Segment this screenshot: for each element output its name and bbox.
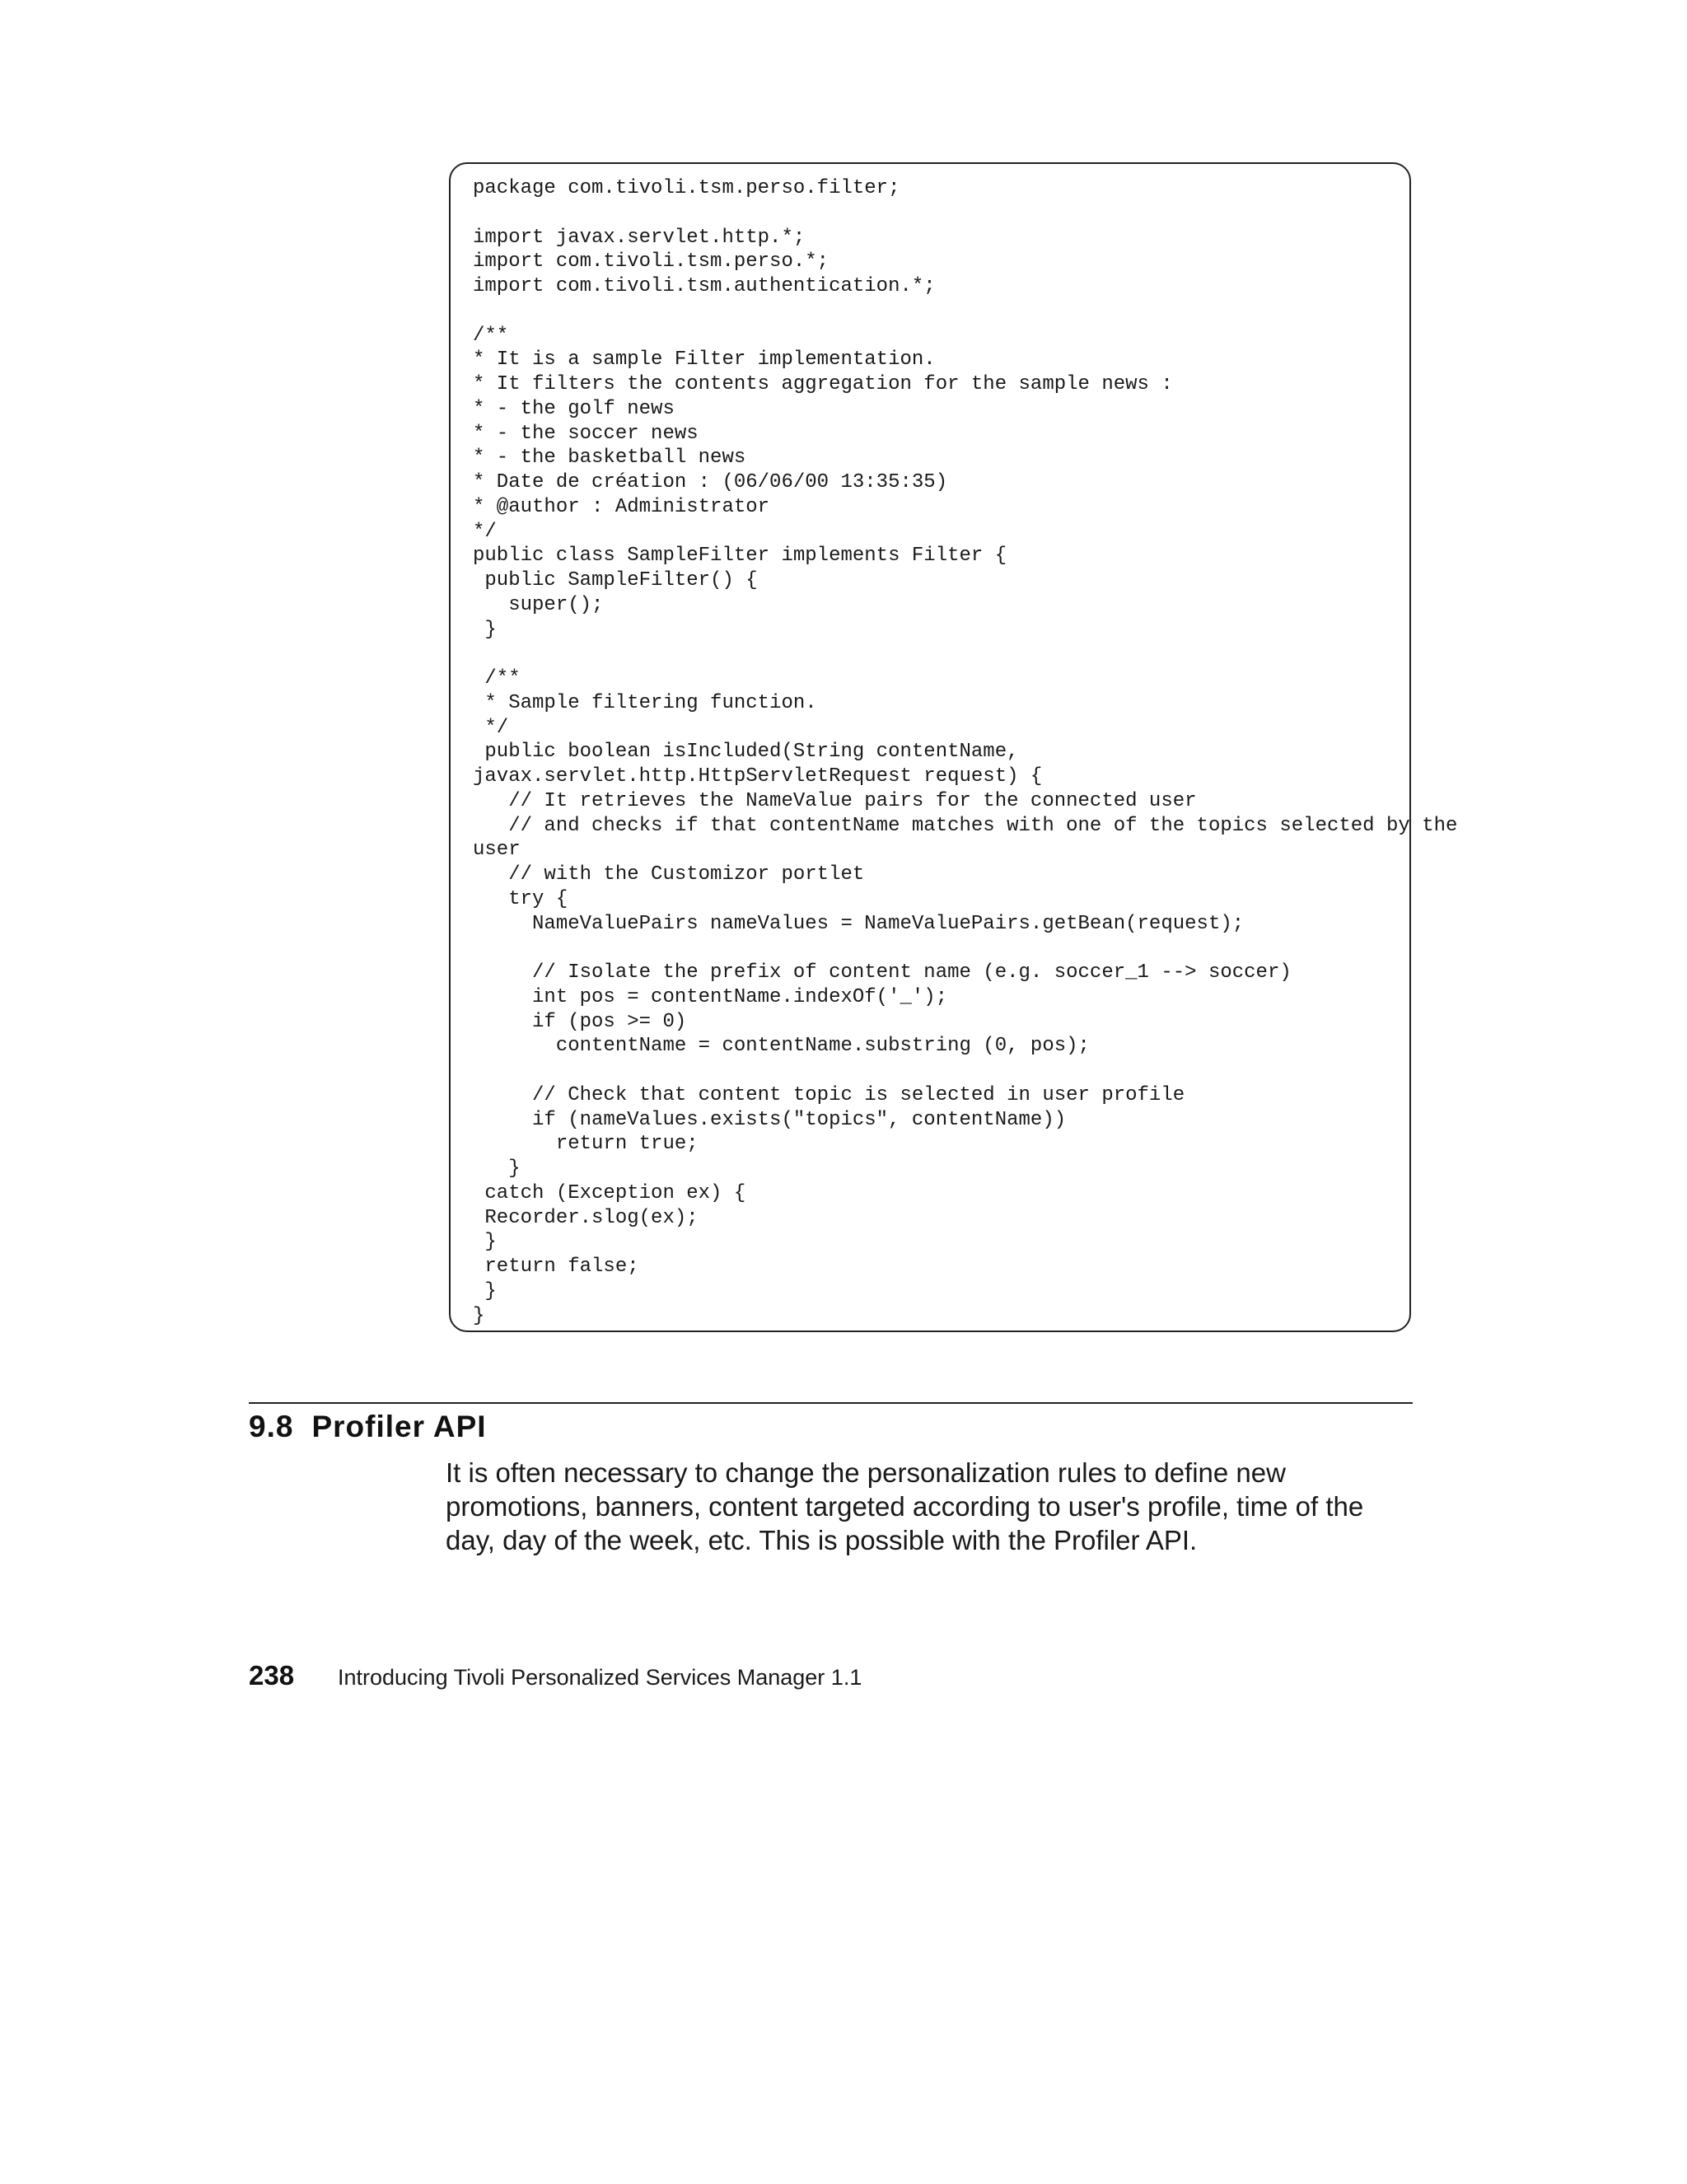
code-line xyxy=(473,642,1457,666)
code-line: * Sample filtering function. xyxy=(473,691,817,714)
body-paragraph xyxy=(446,1456,1418,1557)
code-line xyxy=(473,299,1457,324)
code-line: javax.servlet.http.HttpServletRequest request) { xyxy=(473,765,1043,788)
code-line: public boolean isIncluded(String contentName, xyxy=(473,741,1019,764)
book-title: Introducing Tivoli Personalized Services Manager 1.1 xyxy=(338,1665,862,1690)
code-line: public class SampleFilter implements Filter { xyxy=(473,545,1007,568)
code-line xyxy=(473,936,1457,961)
code-line: } xyxy=(473,618,497,641)
code-line: // Check that content topic is selected in user profile xyxy=(473,1083,1185,1106)
code-line: contentName = contentName.substring (0, pos); xyxy=(473,1035,1090,1058)
paragraph-line: day, day of the week, etc. This is possible with the Profiler API. xyxy=(446,1525,1198,1555)
code-line: * It is a sample Filter implementation. xyxy=(473,348,936,372)
code-line: */ xyxy=(473,716,509,739)
code-line: NameValuePairs nameValues = NameValuePairs.getBean(request); xyxy=(473,912,1245,935)
page-number: 238 xyxy=(249,1660,295,1691)
code-line: try { xyxy=(473,887,568,910)
code-line: super(); xyxy=(473,593,604,616)
code-line: catch (Exception ex) { xyxy=(473,1181,746,1204)
section-heading xyxy=(249,1405,487,1448)
code-line: } xyxy=(473,1231,497,1254)
code-line: // Isolate the prefix of content name (e.g. soccer_1 --> soccer) xyxy=(473,961,1292,984)
code-line: * It filters the contents aggregation for the sample news : xyxy=(473,373,1173,395)
code-line: int pos = contentName.indexOf('_'); xyxy=(473,985,948,1008)
section-title: Profiler API xyxy=(311,1410,487,1443)
code-line: } xyxy=(473,1157,521,1180)
code-line: return true; xyxy=(473,1133,699,1156)
paragraph-line: promotions, banners, content targeted according to user's profile, time of the xyxy=(446,1491,1364,1522)
code-line: /** xyxy=(473,667,521,690)
code-line: /** xyxy=(473,324,509,347)
section-number: 9.8 xyxy=(249,1410,294,1443)
code-line: public SampleFilter() { xyxy=(473,569,758,592)
code-line: */ xyxy=(473,520,497,543)
code-line: // and checks if that contentName matches with one of the topics selected by the xyxy=(473,814,1458,837)
code-line: return false; xyxy=(473,1256,639,1278)
code-line: import com.tivoli.tsm.perso.*; xyxy=(473,250,829,274)
code-line: import com.tivoli.tsm.authentication.*; xyxy=(473,275,936,297)
page-footer xyxy=(249,1659,862,1692)
paragraph-line: It is often necessary to change the personalization rules to define new xyxy=(446,1457,1286,1488)
code-line: } xyxy=(473,1279,497,1302)
code-line: * Date de création : (06/06/00 13:35:35) xyxy=(473,471,948,493)
code-line: * - the golf news xyxy=(473,397,675,420)
code-line: import javax.servlet.http.*; xyxy=(473,226,806,249)
code-line: user xyxy=(473,839,521,862)
code-line: // with the Customizor portlet xyxy=(473,863,865,886)
code-line: * @author : Administrator xyxy=(473,495,770,518)
section-rule xyxy=(249,1402,1413,1404)
code-line: if (nameValues.exists("topics", contentName)) xyxy=(473,1108,1067,1131)
code-line: * - the soccer news xyxy=(473,422,699,445)
code-line: Recorder.slog(ex); xyxy=(473,1206,699,1229)
code-line: package com.tivoli.tsm.perso.filter; xyxy=(473,177,900,199)
code-line xyxy=(473,1059,1457,1083)
code-line: } xyxy=(473,1304,485,1327)
code-listing xyxy=(473,176,1457,1328)
code-line xyxy=(473,201,1457,226)
code-line: // It retrieves the NameValue pairs for the connected user xyxy=(473,789,1197,812)
code-line: * - the basketball news xyxy=(473,447,746,470)
code-line: if (pos >= 0) xyxy=(473,1010,687,1033)
